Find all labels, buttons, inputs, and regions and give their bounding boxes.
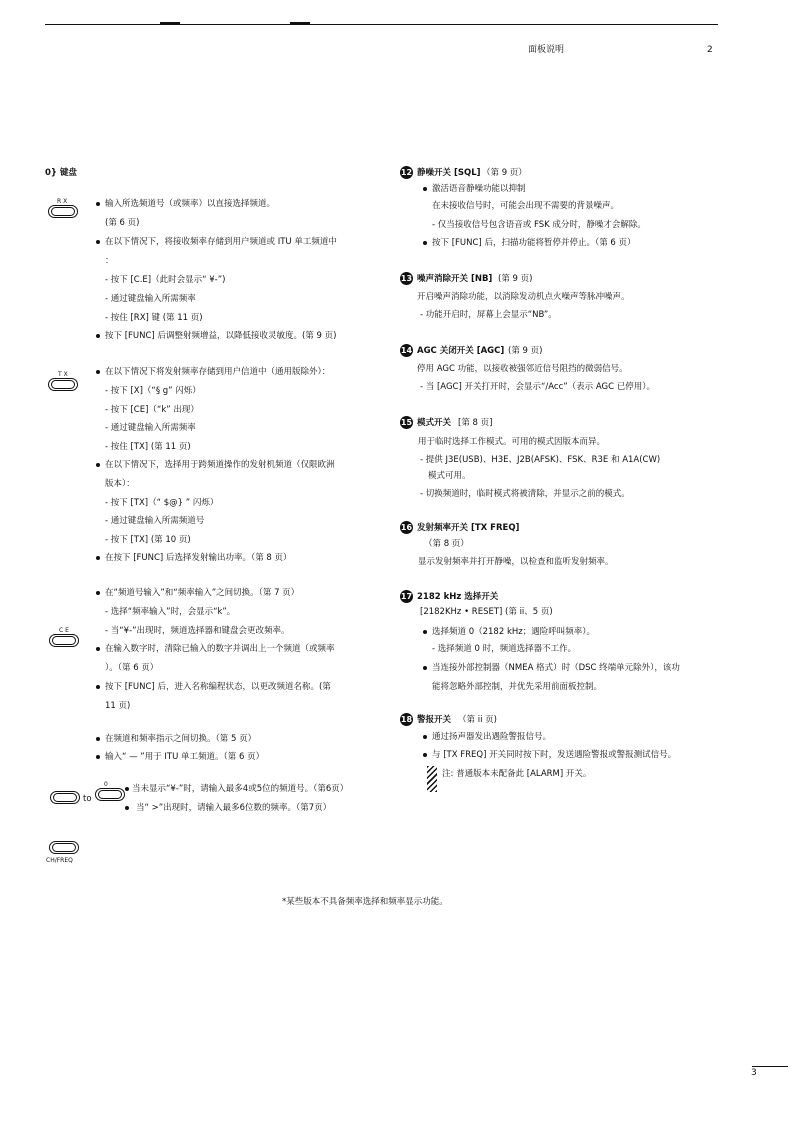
section-line: 激活语音静噪功能以抑制 [432,184,526,194]
section-number-badge: 17 [400,592,413,601]
section-line: [2182KHz • RESET] (第 ii、5 页) [420,607,553,617]
bullet [96,370,100,374]
section-line: - 选择频道 0 时，频道选择器不工作。 [432,644,577,654]
bullet [96,755,100,759]
ce-key-label: C E [59,627,69,634]
section-heading: 2182 kHz 选择开关 [417,592,499,602]
section-page-ref: [第 8 页] [458,418,493,428]
left-line: 按下 [FUNC] 后调整射频增益，以降低接收灵敏度。(第 9 页) [105,331,337,341]
bullet [96,240,100,244]
left-line: - 通过键盘输入所需频率 [105,294,196,304]
section-line: 与 [TX FREQ] 开关同时按下时，发送遇险警报或警报测试信号。 [432,750,677,760]
bullet [96,591,100,595]
section-line: 开启噪声消除功能，以消除发动机点火噪声等脉冲噪声。 [417,292,630,302]
left-line: 当未显示“¥-”时，请输入最多4或5位的频道号。（第6页） [132,784,349,794]
left-line: - 按下 [C.E]（此时会显示“ ¥-”) [105,275,226,285]
top-rule-mark [290,22,310,24]
section-line: 选择频道 0（2182 kHz；遇险呼叫频率）。 [432,627,595,637]
left-line: 在按下 [FUNC] 后选择发射输出功率。（第 8 页） [105,553,292,563]
bullet [423,630,427,634]
left-line: 版本）： [105,479,135,489]
section-line: - 仅当接收信号包含语音或 FSK 成分时，静噪才会解除。 [432,220,646,230]
left-line: 在频道和频率指示之间切换。（第 5 页） [105,734,257,744]
bullet [96,647,100,651]
left-line: - 按下 [X]（“§ g” 闪烁） [105,386,201,396]
section-number-badge: 18 [400,715,413,724]
tx-key-label: T X [58,371,68,378]
section-number-badge: 12 [400,168,413,177]
left-line: 在“频道号输入”和“频率输入”之间切换。（第 7 页） [105,588,300,598]
section-line: 停用 AGC 功能，以接收被强邻近信号阻挡的微弱信号。 [417,364,628,374]
section-line: 当连接外部控制器（NMEA 格式）时（DSC 终端单元除外），该功 [432,663,680,673]
ce-key[interactable] [49,634,79,647]
zero-key-label: 0 [104,781,108,788]
bullet [96,556,100,560]
left-line: 输入所选频道号（或频率）以直接选择频道。 [105,199,276,209]
section-number-badge: 13 [400,274,413,283]
to-label: to [83,794,92,804]
left-line: - 按下 [TX]（“ $@} ” 闪烁） [105,498,219,508]
footer-page-number: 3 [751,1068,757,1078]
digit-key-first[interactable] [50,791,80,804]
section-line: 通过扬声器发出遇险警报信号。 [432,732,552,742]
bullet [125,806,129,810]
top-rule-mark [160,22,180,24]
header-page-number: 2 [707,45,713,55]
section-line: 能将忽略外部控制，并优先采用前面板控制。 [432,682,603,692]
rx-key-label: R X [57,198,68,205]
section-line: - 提供 J3E(USB)、H3E、J2B(AFSK)、FSK、R3E 和 A1A(CW) [420,455,661,465]
section-line: 按下 [FUNC] 后，扫描功能将暂停并停止。（第 6 页） [432,238,636,248]
left-line: 按下 [FUNC] 后，进入名称编程状态，以更改频道名称。(第 [105,682,331,692]
left-line: - 按住 [RX] 键 (第 11 页) [105,313,203,323]
tx-key[interactable] [48,378,78,391]
section-title: 0} 键盘 [45,168,77,178]
left-line: 输入“ — ”用于 ITU 单工频道。（第 6 页） [105,752,265,762]
left-line: ）。（第 6 页） [105,663,159,673]
section-page-ref: (第 9 页) [498,274,533,284]
left-line: 11 页) [105,701,131,711]
section-heading: 警报开关 [417,715,452,725]
bullet [96,334,100,338]
section-line: - 当 [AGC] 开关打开时，会显示“/Acc”（表示 AGC 已停用）。 [420,382,656,392]
left-line: 在以下情况下将发射频率存储到用户信道中（通用版除外）： [105,367,331,377]
ch-freq-key-label: CH/FREQ [46,857,73,864]
section-page-ref: （第 ii 页) [458,715,497,725]
section-heading: 模式开关 [417,418,452,428]
bullet [423,187,427,191]
left-line: (第 6 页) [105,218,140,228]
section-page-ref: （第 9 页） [482,168,527,178]
left-line: - 通过键盘输入所需频率 [105,423,196,433]
bullet [96,202,100,206]
bullet [423,241,427,245]
bullet [423,735,427,739]
section-line: （第 8 页） [424,539,469,549]
section-number-badge: 16 [400,523,413,532]
ch-freq-key[interactable] [49,841,79,854]
rx-key[interactable] [48,205,78,218]
left-line: 当“ >”出现时，请输入最多6位数的频率。（第7页） [136,803,332,813]
section-line: - 切换频道时，临时模式将被清除，并显示之前的模式。 [420,489,630,499]
bullet [96,737,100,741]
top-rule [45,24,718,25]
digit-key-last[interactable] [95,788,125,801]
bullet [96,463,100,467]
section-heading: 静噪开关 [SQL] [417,168,481,178]
left-line: 在以下情况下，选择用于跨频道操作的发射机频道（仅限欧洲 [105,460,335,470]
section-note: 注: 普通版本未配备此 [ALARM] 开关。 [442,769,592,779]
section-heading: 发射频率开关 [TX FREQ] [417,523,520,533]
left-line: - 选择“频率输入”时，会显示“k”。 [105,607,236,617]
header-title: 面板说明 [528,45,565,55]
left-line: - 通过键盘输入所需频道号 [105,516,205,526]
left-line: - 按下 [CE]（“k” 出现） [105,405,199,415]
section-number-badge: 14 [400,346,413,355]
section-line: 模式可用。 [428,471,471,481]
bullet [423,753,427,757]
bullet [423,666,427,670]
footnote: *某些版本不具备频率选择和频率显示功能。 [282,897,448,907]
left-line: - 按下 [TX] (第 10 页) [105,535,191,545]
section-line: 在未接收信号时，可能会出现不需要的背景噪声。 [432,201,620,211]
section-number-badge: 15 [400,418,413,427]
section-line: - 功能开启时，屏幕上会显示“NB”。 [420,310,557,320]
section-page-ref: (第 9 页) [508,346,543,356]
left-line: - 当“¥-”出现时，频道选择器和键盘会更改频率。 [105,626,290,636]
left-line: - 按住 [TX] (第 11 页) [105,442,191,452]
left-line: ： [105,256,114,266]
left-line: 在输入数字时，清除已输入的数字并调出上一个频道（或频率 [105,644,335,654]
left-line: 在以下情况下，将接收频率存储到用户频道或 ITU 单工频道中 [105,237,337,247]
section-line: 用于临时选择工作模式。可用的模式因版本而异。 [418,437,606,447]
section-heading: 噪声消除开关 [NB] [417,274,493,284]
note-hatch-icon [427,766,437,792]
bullet [96,685,100,689]
bottom-rule [752,1066,788,1067]
section-heading: AGC 关闭开关 [AGC] [417,346,505,356]
section-line: 显示发射频率并打开静噪，以检查和监听发射频率。 [418,557,614,567]
bullet [125,787,129,791]
